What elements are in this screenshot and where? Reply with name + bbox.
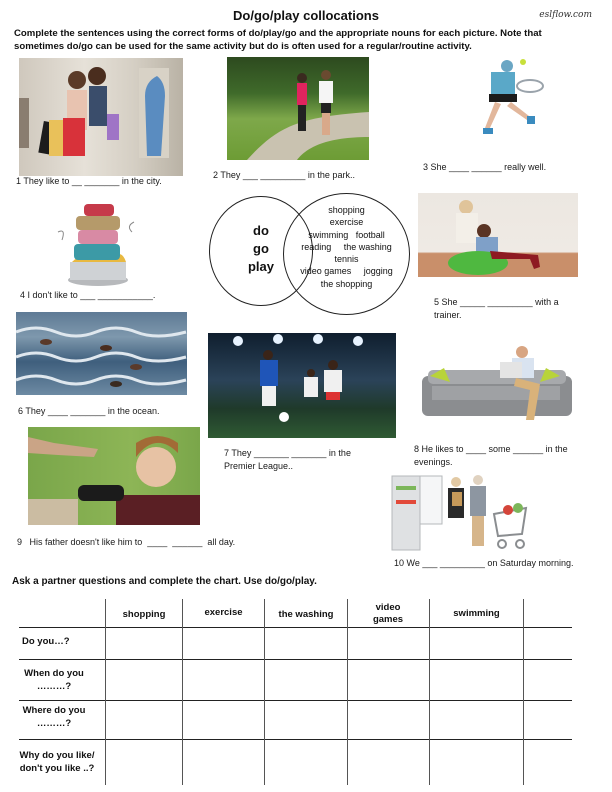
picture-10-groceries (390, 474, 536, 554)
answer-cell[interactable] (430, 660, 523, 700)
caption-8: 8 He likes to ____ some ______ in the evenings. (414, 444, 568, 467)
laundry-pile-icon (48, 192, 148, 288)
picture-4-laundry (48, 192, 148, 288)
man-reading-newspaper-icon (418, 340, 574, 425)
answer-cell[interactable] (348, 740, 429, 785)
answer-cell[interactable] (524, 628, 572, 659)
answer-cell[interactable] (183, 701, 264, 739)
picture-2-jogging (227, 57, 369, 160)
answer-cell[interactable] (265, 628, 347, 659)
column-header-swimming: swimming (453, 608, 500, 619)
page-title: Do/go/play collocations (233, 8, 379, 23)
answer-cell[interactable] (265, 660, 347, 700)
couple-groceries-fridge-icon (390, 474, 536, 554)
boy-playing-video-games-icon (28, 427, 200, 525)
chart-instruction: Ask a partner questions and complete the chart. Use do/go/play. (12, 576, 317, 587)
nouns-list (283, 204, 410, 290)
answer-cell[interactable] (348, 628, 429, 659)
caption-9: 9 His father doesn't like him to ____ ______ all day. (17, 537, 236, 547)
picture-8-reading (418, 340, 574, 425)
noun-line: tennis (334, 254, 359, 265)
answer-cell[interactable] (430, 701, 523, 739)
column-header-exercise: exercise (204, 607, 243, 618)
picture-9-video-games (28, 427, 200, 525)
answer-cell[interactable] (106, 701, 182, 739)
verb-go: go (253, 241, 269, 256)
caption-6: 6 They ____ _______ in the ocean. (18, 406, 160, 416)
answer-cell[interactable] (106, 628, 182, 659)
noun-line: video games jogging (300, 266, 393, 277)
noun-line: shopping (328, 205, 365, 215)
row-header-when: When do you ………? (24, 668, 84, 692)
picture-5-exercise (418, 193, 578, 277)
column-header-video-games: video games (372, 602, 404, 625)
picture-7-football (208, 333, 396, 438)
column-header-washing: the washing (278, 609, 334, 620)
tennis-player-icon (455, 56, 555, 156)
caption-7: 7 They _______ _______ in the Premier League.. (224, 448, 351, 471)
answer-cell[interactable] (183, 660, 264, 700)
caption-3: 3 She ____ ______ really well. (423, 162, 547, 172)
answer-cell[interactable] (430, 628, 523, 659)
caption-5: 5 She _____ _________ with a trainer. (434, 297, 559, 320)
picture-3-tennis (455, 56, 555, 156)
caption-4: 4 I don't like to ___ ___________. (20, 290, 156, 300)
answer-cell[interactable] (265, 740, 347, 785)
caption-2: 2 They ___ _________ in the park.. (213, 170, 355, 180)
row-header-why: Why do you like/ don't you like ..? (19, 750, 95, 774)
caption-10: 10 We ___ _________ on Saturday morning. (394, 558, 574, 568)
shopping-women-icon (19, 58, 183, 176)
answer-cell[interactable] (348, 660, 429, 700)
answer-cell[interactable] (430, 740, 523, 785)
verb-do: do (253, 223, 269, 238)
row-header-do-you: Do you…? (22, 636, 70, 647)
answer-cell[interactable] (106, 660, 182, 700)
caption-1: 1 They like to __ _______ in the city. (16, 176, 162, 186)
column-header-shopping: shopping (122, 609, 166, 620)
picture-1-shopping (19, 58, 183, 176)
noun-line: swimming football (308, 229, 385, 240)
football-match-icon (208, 333, 396, 438)
answer-cell[interactable] (524, 660, 572, 700)
picture-6-swimming (16, 312, 187, 395)
exercise-ball-trainer-icon (418, 193, 578, 277)
verb-play: play (247, 259, 274, 274)
answer-cell[interactable] (183, 628, 264, 659)
answer-cell[interactable] (524, 701, 572, 739)
answer-cell[interactable] (265, 701, 347, 739)
noun-line: exercise (329, 217, 364, 228)
noun-line: reading the washing (301, 241, 392, 252)
answer-cell[interactable] (183, 740, 264, 785)
jogging-couple-icon (227, 57, 369, 160)
ocean-swimmers-icon (16, 312, 187, 395)
brand-label: eslflow.com (539, 10, 592, 20)
row-header-where: Where do you ………? (22, 705, 86, 729)
noun-line: the shopping (320, 278, 373, 289)
answer-cell[interactable] (524, 740, 572, 785)
answer-cell[interactable] (106, 740, 182, 785)
instructions: Complete the sentences using the correct forms of do/play/go and the appropriate nouns for each picture. Note that sometimes do/go can be used for the same activity but do is often used for a regular/routine activity. (14, 28, 542, 52)
answer-cell[interactable] (348, 701, 429, 739)
